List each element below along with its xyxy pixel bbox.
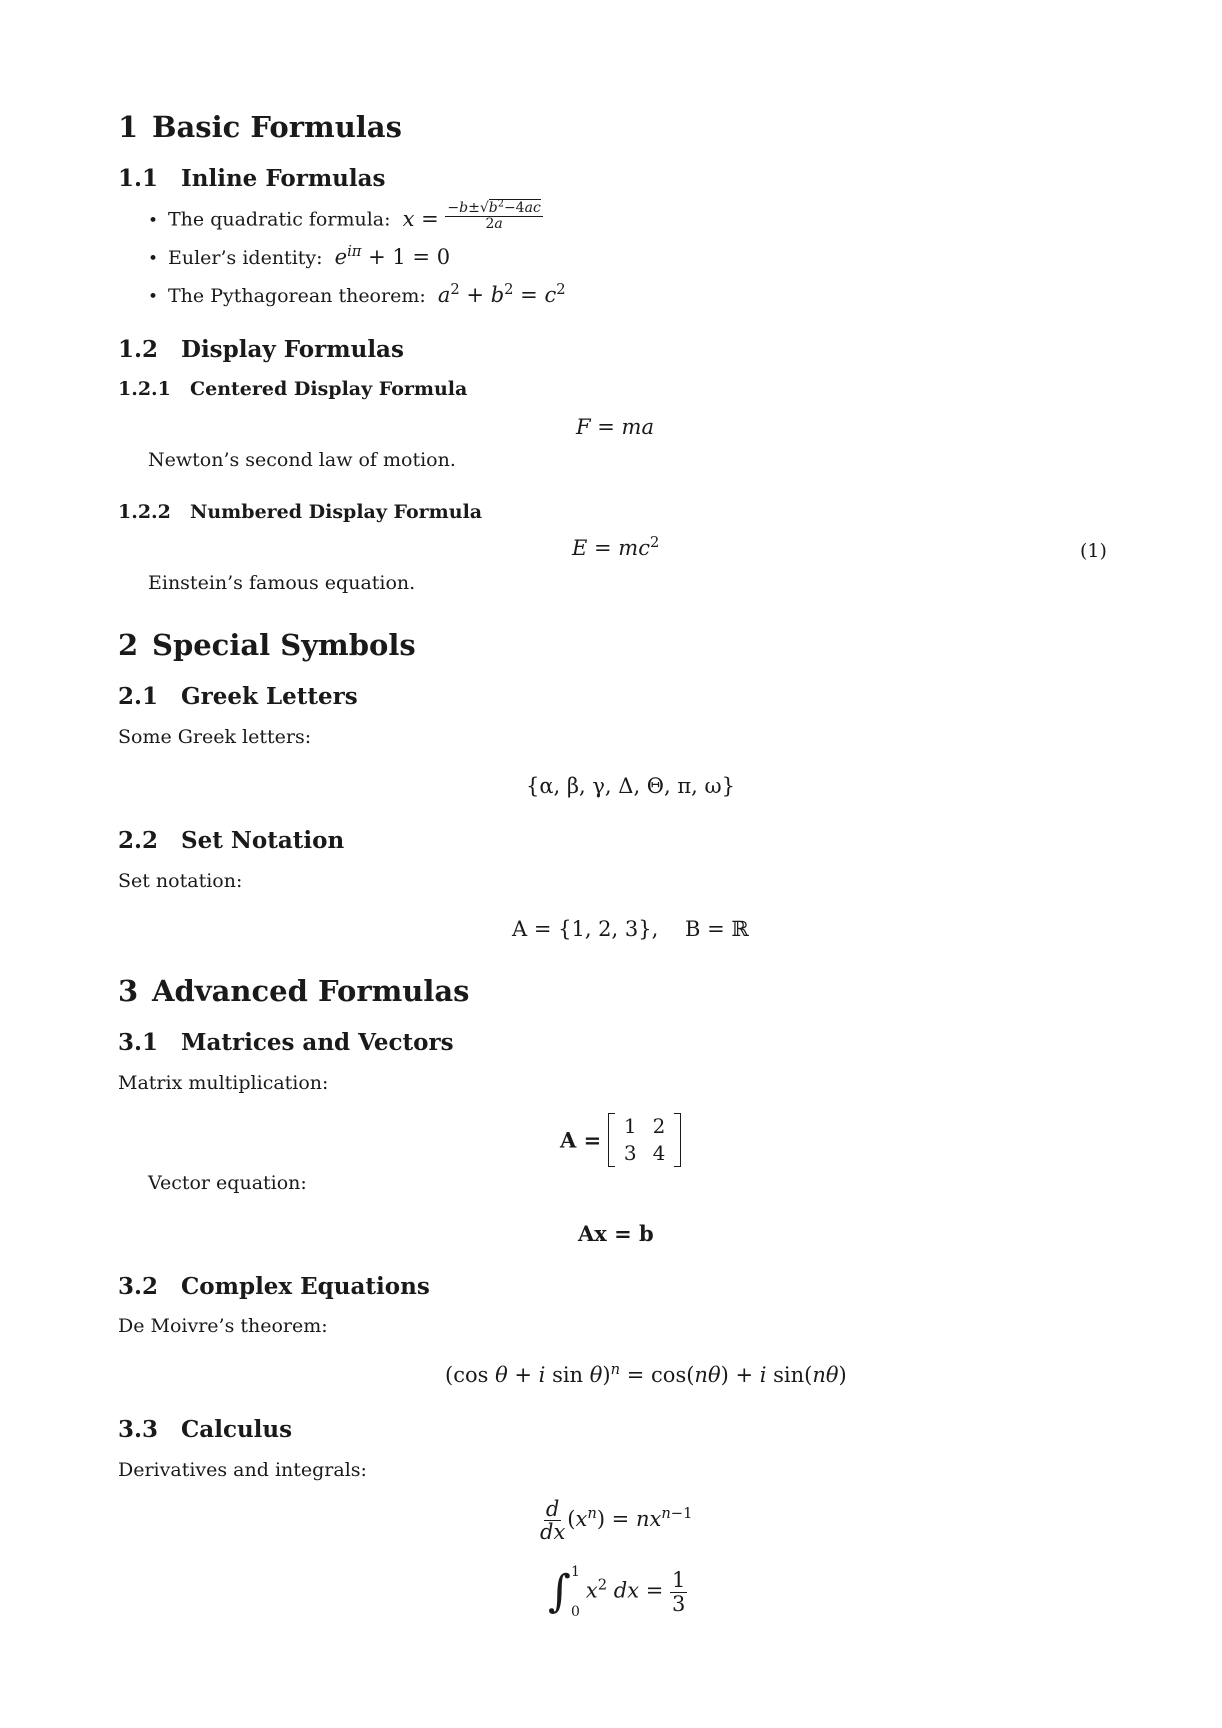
bullet-icon: • <box>148 210 159 231</box>
section-heading: 2 Special Symbols <box>118 628 416 662</box>
formula-caption: Newton’s second law of motion. <box>148 449 456 471</box>
paragraph: Set notation: <box>118 870 243 892</box>
display-formula-einstein: $E = mc^2$ <box>572 534 660 560</box>
paragraph: Vector equation: <box>148 1172 307 1194</box>
subsection-heading: 2.1 Greek Letters <box>118 683 358 710</box>
bullet-icon: • <box>148 249 159 269</box>
pythagorean-theorem: $a^2 + b^2 = c^2$ <box>437 281 566 307</box>
list-item: • The quadratic formula: x = $\frac{-b\pm√b^2-4ac}{2a}$ <box>148 198 541 232</box>
display-formula-sets <box>512 917 749 941</box>
display-formula-greek: {α, β, γ, Δ, Θ, π, ω} <box>526 774 736 798</box>
subsection-heading: 1.1 Inline Formulas <box>118 165 386 192</box>
subsubsection-heading: 1.2.2 Numbered Display Formula <box>118 501 483 523</box>
set-b: B = ℝ <box>685 917 749 941</box>
paragraph: De Moivre’s theorem: <box>118 1315 328 1337</box>
formula-caption: Einstein’s famous equation. <box>148 572 416 594</box>
subsubsection-heading: 1.2.1 Centered Display Formula <box>118 378 468 400</box>
subsection-heading: 3.3 Calculus <box>118 1416 293 1443</box>
subsection-heading: 3.2 Complex Equations <box>118 1273 430 1300</box>
equation-number: (1) <box>1080 540 1107 562</box>
set-a: A = {1, 2, 3}, <box>512 917 659 941</box>
display-formula-vector: Ax = b <box>578 1221 654 1246</box>
matrix-cell: 4 <box>652 1141 666 1165</box>
paragraph: Some Greek letters: <box>118 726 312 748</box>
matrix-a <box>608 1113 681 1167</box>
section-heading: 3 Advanced Formulas <box>118 974 470 1008</box>
paragraph: Derivatives and integrals: <box>118 1459 367 1481</box>
display-formula-demoivre: (cos θ + i sin θ)$^n$ = cos(nθ) + i sin(nθ) <box>445 1361 847 1387</box>
bullet-icon: • <box>148 287 159 307</box>
matrix-cell: 2 <box>652 1114 666 1138</box>
subsection-heading: 3.1 Matrices and Vectors <box>118 1029 454 1056</box>
quadratic-formula: x = $\frac{-b\pm√b^2-4ac}{2a}$ <box>402 198 541 232</box>
paragraph: Matrix multiplication: <box>118 1072 329 1094</box>
subsection-heading: 2.2 Set Notation <box>118 827 345 854</box>
matrix-formula <box>560 1113 681 1167</box>
section-heading: 1 Basic Formulas <box>118 110 402 144</box>
matrix-lhs: A = <box>560 1127 602 1153</box>
euler-identity: $e^{i\pi} + 1 = 0$ <box>334 243 451 269</box>
matrix-cell: 1 <box>623 1114 637 1138</box>
list-item: • Euler’s identity: $e^{i\pi} + 1 = 0$ <box>148 243 451 269</box>
display-formula-newton: F = ma <box>576 415 654 439</box>
subsection-heading: 1.2 Display Formulas <box>118 336 404 363</box>
list-item: • The Pythagorean theorem: $a^2 + b^2 = c^2$ <box>148 281 566 307</box>
matrix-cell: 3 <box>623 1141 637 1165</box>
display-formula-integral: ∫ 1 0 $x^2$ dx = $\frac{1}{3}$ <box>548 1564 686 1620</box>
display-formula-derivative: $\frac{d}{dx}$ $(x^n) = nx^{n-1}$ <box>540 1497 693 1545</box>
